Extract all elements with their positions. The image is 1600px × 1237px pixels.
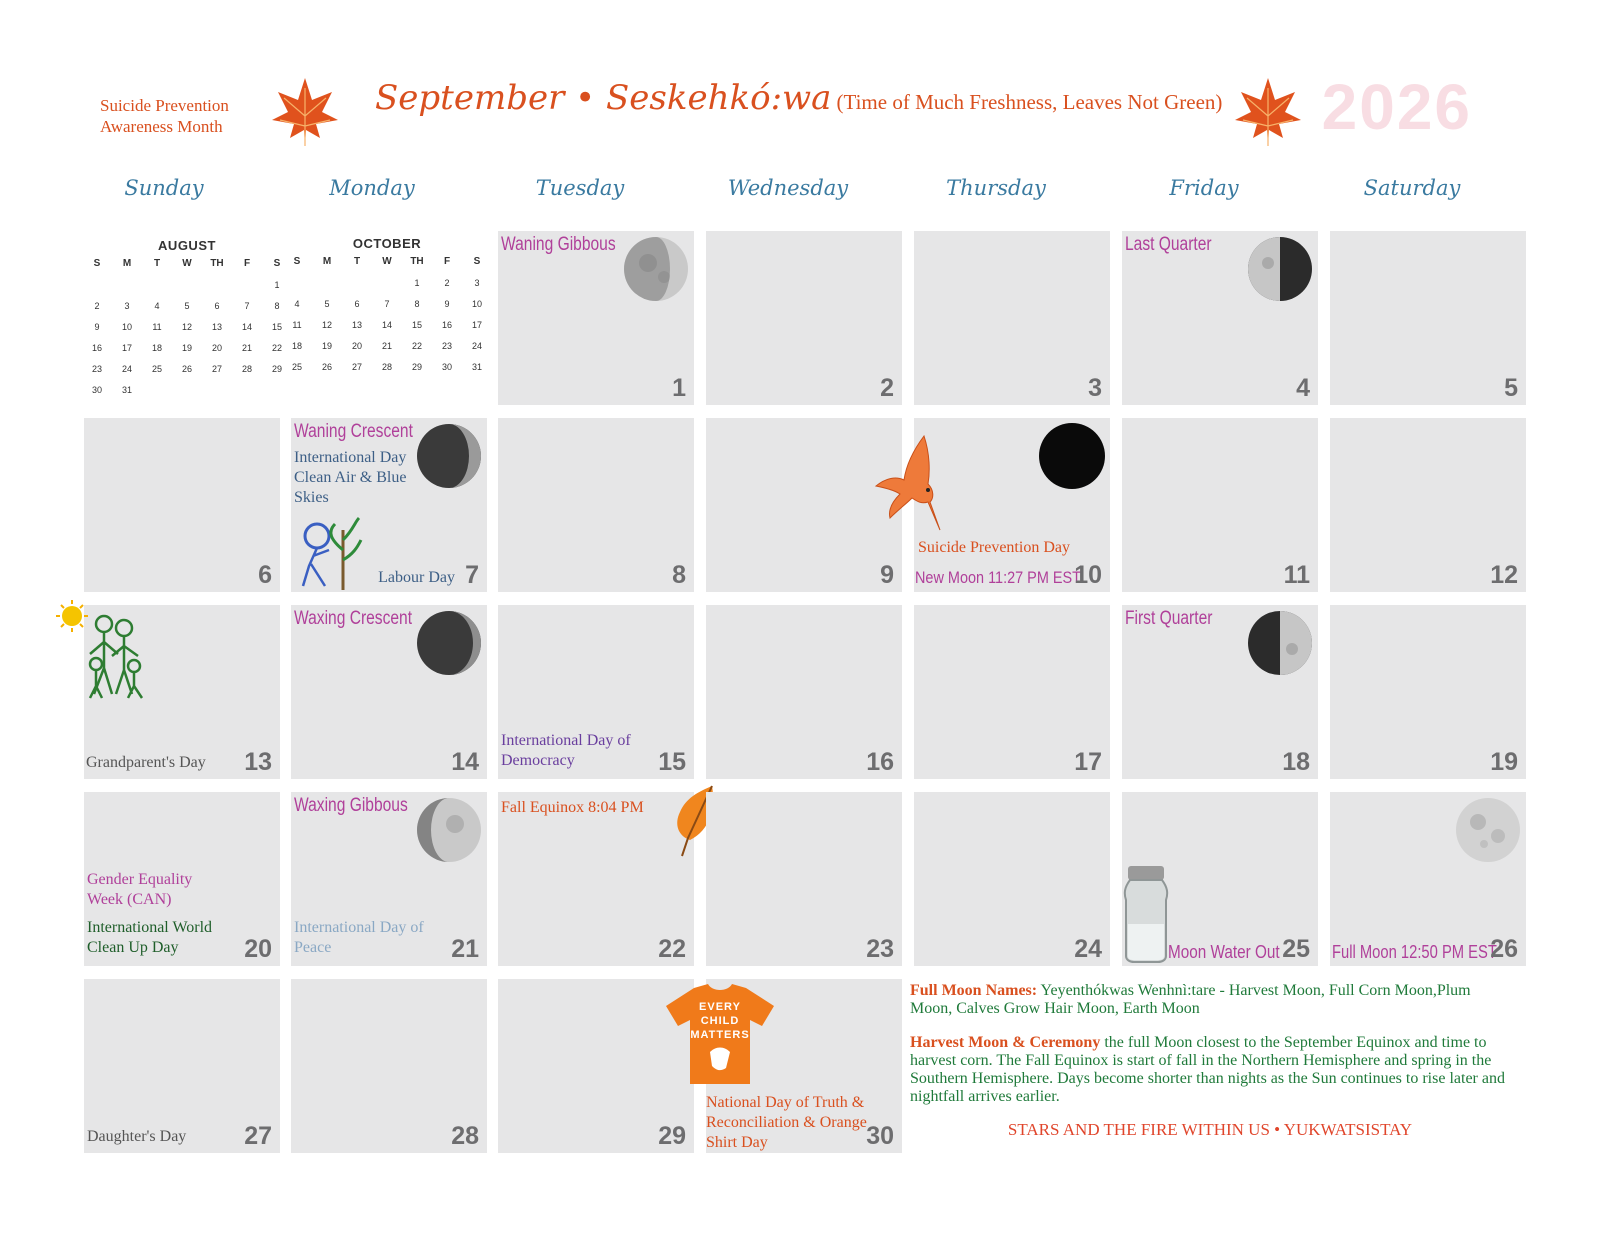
- moon-phase-label: First Quarter: [1125, 608, 1213, 629]
- mini-head: S: [93, 258, 101, 269]
- mini-head: M: [322, 256, 332, 267]
- day-number: 30: [866, 1122, 894, 1150]
- maple-leaf-icon: [1233, 76, 1303, 148]
- day-number: 5: [1504, 374, 1518, 402]
- event-gender-equality-week: Gender Equality Week (CAN): [87, 871, 193, 908]
- event-new-moon: New Moon 11:27 PM EST: [915, 568, 1081, 587]
- day-number: 16: [866, 748, 894, 776]
- mini-day: [82, 274, 112, 295]
- hummingbird-icon: [862, 432, 942, 532]
- mini-day: 20: [211, 342, 222, 353]
- day-cell-27[interactable]: [84, 979, 280, 1153]
- waning-crescent-moon-icon: [415, 422, 483, 490]
- weekday-saturday: Saturday: [1363, 176, 1461, 200]
- mini-day: [202, 274, 232, 295]
- shirt-text-line2: CHILD: [700, 1015, 740, 1027]
- mini-calendar-grid: [82, 253, 292, 400]
- moon-phase-label: Waxing Gibbous: [294, 795, 408, 816]
- waxing-crescent-moon-icon: [415, 609, 483, 677]
- mini-day: [232, 274, 262, 295]
- mini-head: F: [443, 256, 451, 267]
- event-fall-equinox: Fall Equinox 8:04 PM: [501, 799, 644, 816]
- mini-day: 24: [471, 340, 482, 351]
- mini-day: 27: [351, 361, 362, 372]
- mini-head: M: [122, 258, 132, 269]
- harvest-moon-paragraph: [910, 1034, 1510, 1106]
- mini-day: 22: [411, 340, 422, 351]
- weekday-thursday: Thursday: [946, 176, 1046, 200]
- mini-day: 6: [214, 300, 220, 311]
- awareness-note-line2: Awareness Month: [100, 117, 223, 136]
- day-cell-20[interactable]: [84, 792, 280, 966]
- mini-day: [112, 274, 142, 295]
- day-cell-5[interactable]: [1330, 231, 1526, 405]
- mason-jar-icon: [1122, 864, 1170, 964]
- mini-day: 14: [381, 319, 392, 330]
- mini-head: TH: [210, 258, 224, 269]
- day-cell-12[interactable]: [1330, 418, 1526, 592]
- day-cell-7[interactable]: [291, 418, 487, 592]
- mini-day: 13: [211, 321, 222, 332]
- event-full-moon: Full Moon 12:50 PM EST: [1332, 942, 1497, 962]
- mini-day: 3: [124, 300, 130, 311]
- mini-day: 1: [274, 279, 280, 290]
- mini-head: W: [382, 256, 392, 267]
- full-moon-names-text: Yeyenthókwas Wenhnì:tare - Harvest Moon, Full Corn Moon,Plum Moon, Calves Grow Hair Moon, Earth Moon: [910, 982, 1471, 1017]
- mini-day: 11: [292, 319, 302, 330]
- moon-phase-label: Last Quarter: [1125, 234, 1212, 255]
- mini-day: 28: [381, 361, 392, 372]
- mini-day: 18: [291, 340, 302, 351]
- mini-day: 15: [271, 321, 282, 332]
- full-moon-names-label: Full Moon Names:: [910, 982, 1038, 999]
- event-daughters-day: Daughter's Day: [87, 1128, 187, 1145]
- day-number: 29: [658, 1122, 686, 1150]
- mini-day: [142, 274, 172, 295]
- mini-day: [202, 379, 232, 400]
- day-cell-22[interactable]: [498, 792, 694, 966]
- full-moon-names-paragraph: [910, 982, 1510, 1018]
- title-month: September • Seskehkó:wa: [375, 78, 832, 118]
- mini-day: 27: [211, 363, 222, 374]
- weekday-friday: Friday: [1169, 176, 1239, 200]
- mini-calendar-grid: [282, 251, 492, 377]
- mini-day: 31: [121, 384, 132, 395]
- mini-calendar-title: OCTOBER: [352, 236, 422, 251]
- mini-day: [172, 274, 202, 295]
- day-number: 1: [672, 374, 686, 402]
- day-number: 3: [1088, 374, 1102, 402]
- mini-day: 25: [151, 363, 162, 374]
- mini-day: [262, 379, 292, 400]
- day-cell-26[interactable]: [1330, 792, 1526, 966]
- day-number: 13: [244, 748, 272, 776]
- day-number: 14: [451, 748, 479, 776]
- child-planting-tree-icon: [295, 510, 365, 590]
- mini-day: 17: [121, 342, 132, 353]
- moon-phase-label: Waning Gibbous: [501, 234, 616, 255]
- mini-day: 6: [354, 298, 360, 309]
- day-cell-14[interactable]: [291, 605, 487, 779]
- mini-day: 14: [241, 321, 252, 332]
- mini-head: F: [243, 258, 251, 269]
- mini-day: 15: [411, 319, 422, 330]
- mini-head: S: [293, 256, 301, 267]
- day-cell-24[interactable]: [914, 792, 1110, 966]
- day-cell-21[interactable]: [291, 792, 487, 966]
- mini-day: [172, 379, 202, 400]
- mini-head: S: [473, 256, 481, 267]
- mini-day: 31: [471, 361, 482, 372]
- day-cell-3[interactable]: [914, 231, 1110, 405]
- mini-day: 9: [94, 321, 100, 332]
- mini-day: 26: [321, 361, 332, 372]
- orange-shirt-icon: [664, 982, 776, 1086]
- mini-calendar-title: AUGUST: [158, 238, 216, 253]
- day-cell-2[interactable]: [706, 231, 902, 405]
- full-moon-icon: [1454, 796, 1522, 864]
- mini-day: 16: [91, 342, 102, 353]
- mini-day: 10: [471, 298, 482, 309]
- mini-head: T: [353, 256, 361, 267]
- mini-day: 22: [271, 342, 282, 353]
- mini-day: [342, 272, 372, 293]
- mini-day: 2: [444, 277, 450, 288]
- mini-day: 29: [411, 361, 422, 372]
- year-label: 2026: [1321, 71, 1472, 143]
- mini-day: 17: [471, 319, 482, 330]
- harvest-moon-label: Harvest Moon & Ceremony: [910, 1034, 1101, 1051]
- mini-day: 16: [441, 319, 452, 330]
- mini-head: T: [153, 258, 161, 269]
- mini-day: 18: [151, 342, 162, 353]
- mini-day: 25: [291, 361, 302, 372]
- day-cell-4[interactable]: [1122, 231, 1318, 405]
- day-number: 28: [451, 1122, 479, 1150]
- day-cell-28[interactable]: [291, 979, 487, 1153]
- day-number: 26: [1490, 935, 1518, 963]
- weekday-sunday: Sunday: [124, 176, 204, 200]
- weekday-wednesday: Wednesday: [727, 176, 849, 200]
- day-cell-6[interactable]: [84, 418, 280, 592]
- harvest-moon-text: the full Moon closest to the September Equinox and time to harvest corn. The Fall Equinox is start of fall in the Northern Hemisphere and spring in the Southern Hemisphere. Days become shorter than nights as the Sun continues to rise later and nightfall arrives earlier.: [910, 1034, 1505, 1105]
- page-title: [375, 78, 1222, 118]
- event-labour-day: Labour Day: [378, 569, 455, 586]
- day-number: 11: [1283, 561, 1310, 589]
- day-number: 17: [1074, 748, 1102, 776]
- mini-head: TH: [410, 256, 424, 267]
- day-cell-23[interactable]: [706, 792, 902, 966]
- mini-day: 5: [184, 300, 190, 311]
- day-cell-18[interactable]: [1122, 605, 1318, 779]
- event-truth-reconciliation: National Day of Truth & Reconciliation & Orange Shirt Day: [706, 1094, 867, 1151]
- mini-day: 1: [414, 277, 420, 288]
- day-cell-25[interactable]: [1122, 792, 1318, 966]
- mini-day: 7: [244, 300, 250, 311]
- mini-day: 8: [414, 298, 420, 309]
- maple-leaf-icon: [270, 76, 340, 148]
- day-number: 23: [866, 935, 894, 963]
- shirt-text-line1: EVERY: [699, 1001, 741, 1013]
- weekday-monday: Monday: [329, 176, 415, 200]
- mini-day: 19: [321, 340, 332, 351]
- day-number: 25: [1282, 935, 1310, 963]
- mini-day: 30: [91, 384, 102, 395]
- mini-day: 12: [321, 319, 332, 330]
- mini-day: 4: [154, 300, 160, 311]
- mini-day: [282, 272, 312, 293]
- mini-day: 10: [121, 321, 132, 332]
- day-cell-8[interactable]: [498, 418, 694, 592]
- mini-day: 7: [384, 298, 390, 309]
- moon-phase-label: Waning Crescent: [294, 421, 413, 442]
- mini-day: 23: [441, 340, 452, 351]
- mini-calendar-august: [82, 238, 292, 400]
- mini-head: S: [273, 258, 281, 269]
- day-number: 8: [672, 561, 686, 589]
- day-number: 9: [880, 561, 894, 589]
- mini-day: 12: [181, 321, 192, 332]
- mini-day: 30: [441, 361, 452, 372]
- first-quarter-moon-icon: [1246, 609, 1314, 677]
- mini-day: 19: [181, 342, 192, 353]
- mini-day: 3: [474, 277, 480, 288]
- family-sun-icon: [54, 598, 154, 708]
- event-world-clean-up-day: International World Clean Up Day: [87, 919, 213, 956]
- day-number: 22: [658, 935, 686, 963]
- title-subtitle: (Time of Much Freshness, Leaves Not Green): [836, 90, 1223, 114]
- mini-day: 13: [351, 319, 362, 330]
- day-number: 2: [880, 374, 894, 402]
- new-moon-icon: [1038, 422, 1106, 490]
- event-suicide-prevention-day: Suicide Prevention Day: [918, 539, 1070, 556]
- day-cell-17[interactable]: [914, 605, 1110, 779]
- mini-day: 8: [274, 300, 280, 311]
- day-cell-15[interactable]: [498, 605, 694, 779]
- moon-notes: [910, 982, 1510, 1106]
- mini-day: 20: [351, 340, 362, 351]
- mini-calendar-october: [282, 236, 492, 377]
- mini-day: [372, 272, 402, 293]
- last-quarter-moon-icon: [1246, 235, 1314, 303]
- day-number: 18: [1282, 748, 1310, 776]
- day-number: 20: [244, 935, 272, 963]
- mini-day: 9: [444, 298, 450, 309]
- shirt-text-line3: MATTERS: [690, 1029, 750, 1041]
- event-day-of-democracy: International Day of Democracy: [501, 732, 631, 769]
- day-number: 21: [451, 935, 479, 963]
- mini-day: [232, 379, 262, 400]
- weekday-tuesday: Tuesday: [535, 176, 625, 200]
- mini-day: 23: [91, 363, 102, 374]
- day-number: 4: [1296, 374, 1310, 402]
- day-cell-16[interactable]: [706, 605, 902, 779]
- day-cell-19[interactable]: [1330, 605, 1526, 779]
- day-number: 24: [1074, 935, 1102, 963]
- mini-day: 11: [152, 321, 162, 332]
- day-cell-10[interactable]: [914, 418, 1110, 592]
- day-number: 12: [1490, 561, 1518, 589]
- mini-day: 2: [94, 300, 100, 311]
- day-number: 10: [1074, 561, 1102, 589]
- mini-day: 29: [271, 363, 282, 374]
- mini-day: 21: [381, 340, 392, 351]
- day-cell-1[interactable]: [498, 231, 694, 405]
- awareness-note: [100, 95, 250, 137]
- day-number: 27: [244, 1122, 272, 1150]
- waxing-gibbous-moon-icon: [415, 796, 483, 864]
- moon-phase-label: Waxing Crescent: [294, 608, 413, 629]
- day-number: 7: [465, 561, 479, 589]
- mini-day: 26: [181, 363, 192, 374]
- mini-day: [312, 272, 342, 293]
- mini-day: 21: [241, 342, 252, 353]
- event-day-of-peace: International Day of Peace: [294, 919, 424, 956]
- mini-head: W: [182, 258, 192, 269]
- mini-day: 24: [121, 363, 132, 374]
- event-grandparents-day: Grandparent's Day: [86, 754, 206, 771]
- day-number: 15: [658, 748, 686, 776]
- day-number: 6: [258, 561, 272, 589]
- awareness-note-line1: Suicide Prevention: [100, 96, 229, 115]
- mini-day: 28: [241, 363, 252, 374]
- mini-day: 4: [294, 298, 300, 309]
- waning-gibbous-moon-icon: [622, 235, 690, 303]
- footer-tagline: STARS AND THE FIRE WITHIN US • YUKWATSISTAY: [1007, 1120, 1413, 1139]
- day-number: 19: [1490, 748, 1518, 776]
- event-moon-water-out: Moon Water Out: [1168, 942, 1280, 962]
- event-clean-air: International Day Clean Air & Blue Skies: [294, 449, 407, 506]
- day-cell-11[interactable]: [1122, 418, 1318, 592]
- mini-day: 5: [324, 298, 330, 309]
- mini-day: [142, 379, 172, 400]
